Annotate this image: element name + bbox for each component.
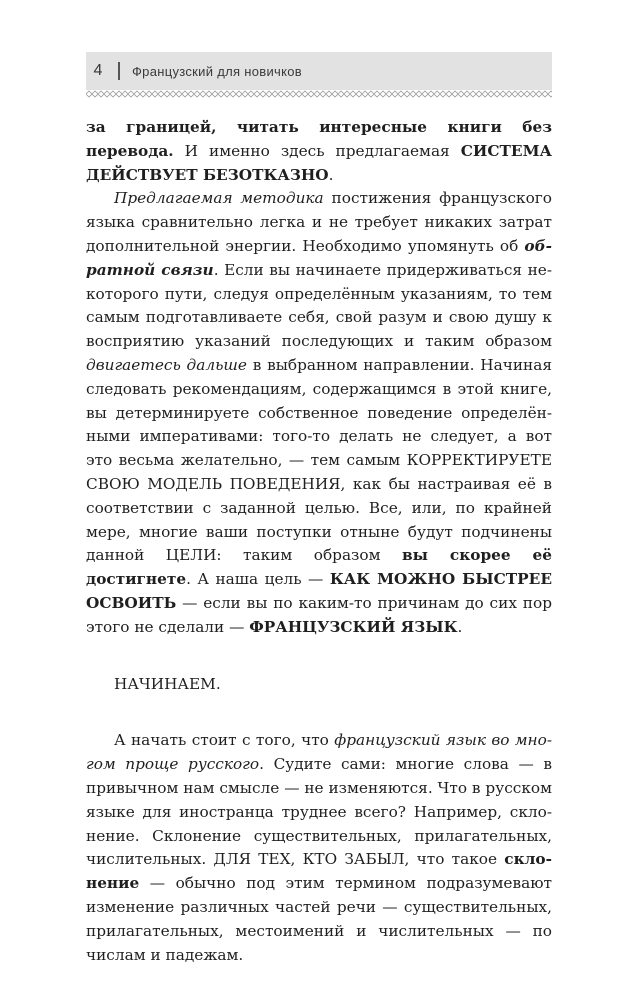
body-text bbox=[86, 116, 552, 967]
text-run: обратной связи bbox=[86, 236, 552, 279]
text-run: — если вы по каким-то причинам до сих пор этого не сделали — bbox=[86, 593, 552, 636]
text-run: двигаетесь дальше bbox=[86, 355, 247, 374]
text-run: вы скорее её достигнете bbox=[86, 546, 552, 589]
text-run: . bbox=[328, 165, 334, 184]
text-run: в выбранном направлении. Начиная следовать рекомендациям, содержащимся в этой книге, вы детерминируете собственное поведение определёнными императивами: того-то делать не следует, а вот это весьма желательно, — тем самым КОРРЕКТИРУЕТЕ СВОЮ МОДЕЛЬ ПОВЕДЕНИЯ, как бы настраивая её в соответствии с заданной целью. Все, или, по крайней мере, многие ваши поступки отныне будут подчинены данной ЦЕЛИ: таким образом bbox=[86, 355, 552, 565]
text-run: СИСТЕМА ДЕЙСТВУЕТ БЕЗОТКАЗНО bbox=[86, 141, 552, 184]
text-run: склонение bbox=[86, 850, 552, 893]
paragraph-1 bbox=[86, 116, 552, 187]
text-run: А начать стоит с того, что bbox=[114, 731, 335, 750]
text-run: КАК МОЖНО БЫСТРЕЕ ОСВОИТЬ bbox=[86, 570, 552, 612]
text-run: . Судите сами: многие слова — в привычном нам смысле — не изменяются. Что в русском языке для иностранца труднее всего? Например, склонение. Склонение существительных, прилагательных, числительных. ДЛЯ ТЕХ, КТО ЗАБЫЛ, что такое bbox=[86, 755, 552, 869]
text-run: И именно здесь предлагаемая bbox=[173, 141, 461, 160]
text-run: НАЧИНАЕМ. bbox=[114, 674, 221, 693]
section-start bbox=[86, 673, 552, 697]
page-number: 4 bbox=[93, 62, 103, 79]
paragraph-4 bbox=[86, 729, 552, 967]
decorative-rule bbox=[86, 90, 552, 98]
text-run: — обычно под этим термином подразумевают изменение различных частей речи — существительных, прилагательных, местоимений и числительных — по числам и падежам. bbox=[86, 874, 552, 964]
text-run: постижения французского языка сравнительно легка и не требует никаких затрат дополнительной энергии. Необходимо упомянуть об bbox=[86, 189, 553, 255]
header-separator bbox=[118, 62, 120, 80]
text-run: ФРАНЦУЗСКИЙ ЯЗЫК bbox=[249, 617, 458, 636]
text-run: . А наша цель — bbox=[186, 570, 330, 589]
paragraph-2 bbox=[86, 187, 552, 639]
running-title: Французский для новичков bbox=[132, 63, 302, 79]
text-run: Предлагаемая методика bbox=[114, 189, 324, 208]
running-header bbox=[86, 52, 552, 90]
text-run: за границей, читать интересные книги без перевода. bbox=[86, 118, 552, 160]
text-run: французский язык во многом проще русского bbox=[86, 731, 552, 774]
text-run: . Если вы начинаете придерживаться некоторого пути, следуя определённым указаниям, то тем самым подготавливаете себя, свой разум и свою душу к восприятию указаний последующих и таким образом bbox=[86, 260, 552, 351]
text-run: . bbox=[457, 617, 463, 636]
